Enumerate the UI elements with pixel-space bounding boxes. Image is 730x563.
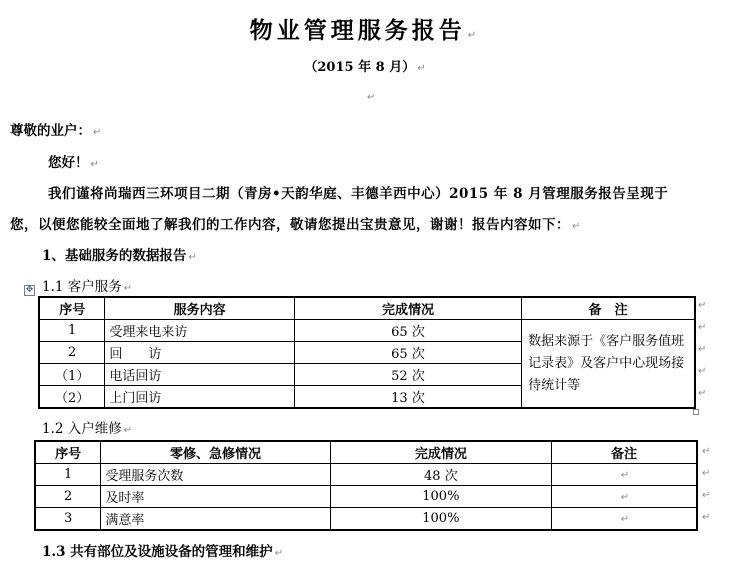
intro-line-1: 我们谨将尚瑞西三环项目二期（青房•天韵华庭、丰德羊西中心）2015 年 8 月管理服务报告呈现于 [48,186,669,202]
section-heading-1: 1、基础服务的数据报告 ↵ [42,248,197,264]
cell-no: （1） [39,364,105,386]
row-end-mark-icon: ↵ [698,322,707,333]
cell-done: 100% [330,486,551,508]
cell-remark [551,508,697,531]
cell-content: 满意率 [101,508,330,531]
cell-no: （2） [39,386,105,409]
paragraph-mark-icon: ↵ [467,30,481,41]
row-end-mark-icon: ↵ [698,366,707,377]
header-cell: 序号 [39,297,105,320]
paragraph-mark-icon: ↵ [572,221,581,232]
paragraph-mark-icon: ↵ [123,283,133,294]
header-cell: 完成情况 [294,297,521,320]
cell-remark [551,464,697,486]
cell-no: 1 [39,320,105,342]
table-header-row [35,441,697,464]
row-end-mark-icon: ↵ [698,344,707,355]
row-end-mark-icon: ↵ [698,388,707,399]
cell-mark-icon: ↵ [620,470,630,481]
header-cell: 序号 [35,441,101,464]
row-end-mark-icon: ↵ [702,490,711,501]
cell-content: 上门回访 [105,386,295,409]
cell-content: 受理服务次数 [101,464,330,486]
cell-remark [551,486,697,508]
paragraph-mark-icon: ↵ [188,252,197,263]
cell-content: 受理来电来访 [105,320,295,342]
cell-no: 1 [35,464,101,486]
cell-done: 52 次 [294,364,521,386]
cell-no: 2 [35,486,101,508]
header-cell: 服务内容 [105,297,295,320]
cell-mark-icon: ↵ [620,514,630,525]
table-row [35,508,697,531]
table-resize-handle[interactable] [693,409,699,415]
cell-no: 2 [39,342,105,364]
row-end-mark-icon: ↵ [702,446,711,457]
paragraph-mark-icon: ↵ [367,92,376,103]
repair-table [34,440,698,531]
cell-done: 100% [330,508,551,531]
cell-content: 及时率 [101,486,330,508]
table-move-handle-icon[interactable]: ✥ [25,285,34,295]
section-heading-1-1: 1.1 客户服务 ↵ [42,279,133,295]
customer-service-table [38,296,696,409]
header-cell: 零修、急修情况 [101,441,330,464]
header-cell: 完成情况 [330,441,551,464]
row-end-mark-icon: ↵ [698,300,707,311]
document-subtitle: （2015 年 8 月） ↵ [304,60,426,75]
paragraph-mark-icon: ↵ [274,548,284,559]
paragraph-mark-icon: ↵ [93,127,102,138]
intro-line-2: 您，以便您能较全面地了解我们的工作内容，敬请您提出宝贵意见，谢谢！报告内容如下： ↵ [10,217,581,233]
table-row [35,486,697,508]
cell-content: 回 访 [105,342,295,364]
table-row [35,464,697,486]
header-cell: 备注 [551,441,697,464]
table-header-row [39,297,695,320]
section-heading-1-3: 1.3 共有部位及设施设备的管理和维护 ↵ [42,544,284,560]
cell-done: 13 次 [294,386,521,409]
row-end-mark-icon: ↵ [702,512,711,523]
cell-mark-icon: ↵ [620,492,630,503]
cell-no: 3 [35,508,101,531]
cell-note: 数据来源于《客户服务值班记录表》及客户中心现场接待统计等 [522,320,695,409]
cell-done: 65 次 [294,342,521,364]
cell-done: 65 次 [294,320,521,342]
paragraph-mark-icon: ↵ [90,159,99,170]
salutation: 尊敬的业户： ↵ [10,123,102,139]
paragraph-mark-icon: ↵ [417,63,426,74]
header-cell: 备 注 [522,297,695,320]
document-title: 物业管理服务报告 ↵ [249,17,481,44]
cell-done: 48 次 [330,464,551,486]
cell-content: 电话回访 [105,364,295,386]
greeting: 您好！ ↵ [48,155,99,171]
section-heading-1-2: 1.2 入户维修 ↵ [42,421,133,437]
table-row [39,320,695,342]
paragraph-mark-icon: ↵ [123,425,133,436]
row-end-mark-icon: ↵ [702,468,711,479]
